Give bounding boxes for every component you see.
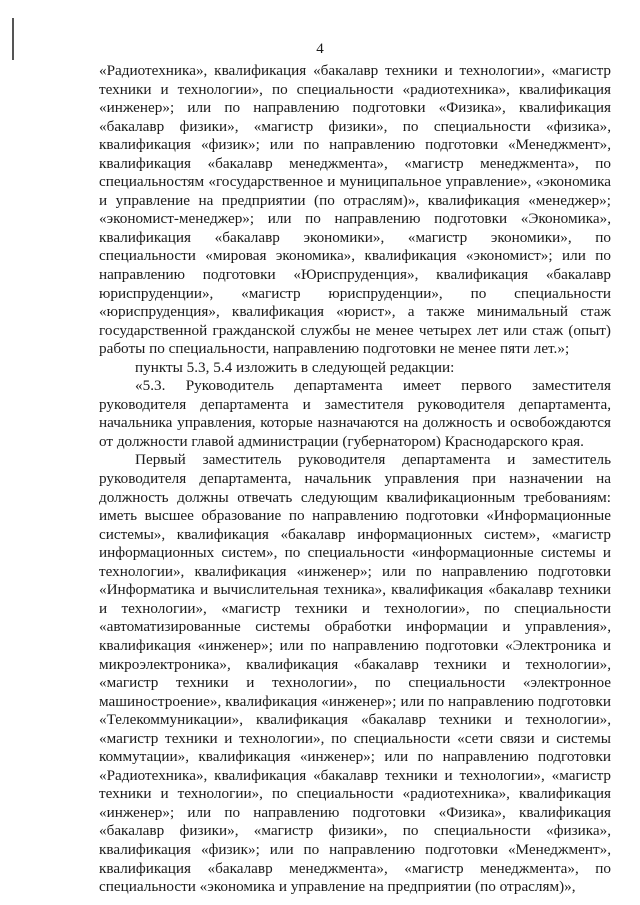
page-number: 4 — [316, 41, 324, 57]
document-body — [99, 62, 611, 897]
paragraph-amendment-intro: пункты 5.3, 5.4 изложить в следующей редакции: — [135, 358, 455, 376]
paragraph-qualification-requirements: Первый заместитель руководителя департамента и заместитель руководителя департамента, начальник управления при назначении на должность должны отвечать следующим квалификационным требованиям: иметь высшее образование по направлению подготовки «Информационные системы», квалификация «бакалавр информационных систем», «магистр информационных систем», по специальности «информационные системы и технологии», квалификация «инженер»; или по направлению подготовки «Информатика и вычислительная техника», квалификация «бакалавр техники и технологии», «магистр техники и технологии», по специальности «автоматизированные системы обработки информации и управления», квалификация «инженер»; или по направлению подготовки «Электроника и микроэлектроника», квалификация «бакалавр техники и технологии», «магистр техники и технологии», по специальности «электронное машиностроение», квалификация «инженер»; или по направлению подготовки «Телекоммуникации», квалификация «бакалавр техники и технологии», «магистр техники и технологии», по специальности «сети связи и системы коммутации», квалификация «инженер»; или по направлению подготовки «Радиотехника», квалификация «бакалавр техники и технологии», «магистр техники и технологии», по специальности «радиотехника», квалификация «инженер»; или по направлению подготовки «Физика», квалификация «бакалавр физики», «магистр физики», по специальности «физика», квалификация «физик»; или по направлению подготовки «Менеджмент», квалификация «бакалавр менеджмента», «магистр менеджмента», по специальности «экономика и управление на предприятии (по отраслям)», — [99, 451, 611, 896]
paragraph-continuation: «Радиотехника», квалификация «бакалавр техники и технологии», «магистр техники и технологии», по специальности «радиотехника», квалификация «инженер»; или по направлению подготовки «Физика», квалификация «бакалавр физики», «магистр физики», по специальности «физика», квалификация «физик»; или по направлению подготовки «Менеджмент», квалификация «бакалавр менеджмента», «магистр менеджмента», по специальностям «государственное и муниципальное управление», «экономика и управление на предприятии (по отраслям)», квалификация «менеджер»; «экономист-менеджер»; или по направлению подготовки «Экономика», квалификация «бакалавр экономики», «магистр экономики», по специальности «мировая экономика», квалификация «экономист»; или по направлению подготовки «Юриспруденция», квалификация «бакалавр юриспруденции», «магистр юриспруденции», по специальности «юриспруденция», квалификация «юрист», а также минимальный стаж государственной гражданской службы не менее четырех лет или стаж (опыт) работы по специальности, направлению подготовки не менее пяти лет.»; — [99, 62, 611, 358]
paragraph-clause-5-3: «5.3. Руководитель департамента имеет первого заместителя руководителя департамента и заместителя руководителя департамента, начальника управления, которые назначаются на должность и освобождаются от должности главой администрации (губернатором) Краснодарского края. — [99, 377, 611, 450]
